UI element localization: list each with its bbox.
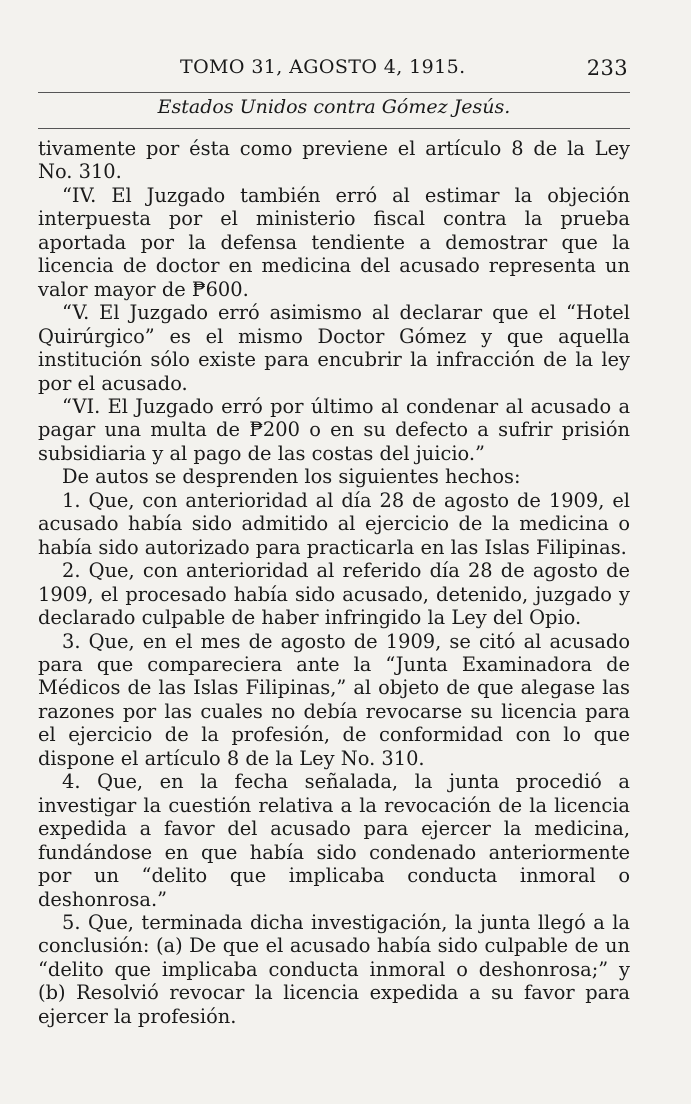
running-title: TOMO 31, AGOSTO 4, 1915. [180,56,466,78]
page-header [38,56,630,84]
header-rule-top [38,92,630,93]
paragraph: De autos se desprenden los siguientes hechos: [62,465,521,489]
page-number: 233 [586,56,628,80]
body-text [38,137,630,1028]
paragraph: 1. Que, con anterioridad al día 28 de agosto de 1909, el acusado había sido admitido al ejercicio de la medicina o había sido autorizado para practicarla en las Islas Filipinas. [38,488,630,559]
paragraph: 5. Que, terminada dicha investigación, la junta llegó a la conclusión: (a) De que el acusado había sido culpable de un “delito que implicaba conducta inmoral o deshonrosa;” y (b) Resolvió revocar la licencia expedida a su favor para ejercer la profesión. [38,910,630,1028]
paragraph: “IV. El Juzgado también erró al estimar la objeción interpuesta por el ministerio fiscal contra la prueba aportada por la defensa tendiente a demostrar que la licencia de doctor en medicina del acusado representa un valor mayor de ₱600. [38,183,630,301]
paragraph: 2. Que, con anterioridad al referido día 28 de agosto de 1909, el procesado había sido acusado, detenido, juzgado y declarado culpable de haber infringido la Ley del Opio. [38,559,630,630]
paragraph: 4. Que, en la fecha señalada, la junta procedió a investigar la cuestión relativa a la revocación de la licencia expedida a favor del acusado para ejercer la medicina, fundándose en que había sido condenado anteriormente por un “delito que implicaba conducta inmoral o deshonrosa.” [38,770,630,911]
case-title: Estados Unidos contra Gómez Jesús. [157,96,511,118]
paragraph: tivamente por ésta como previene el artículo 8 de la Ley No. 310. [38,137,630,184]
header-rule-bottom [38,128,630,129]
paragraph: “V. El Juzgado erró asimismo al declarar que el “Hotel Quirúrgico” es el mismo Doctor Gómez y que aquella institución sólo existe para encubrir la infracción de la ley por el acusado. [38,301,630,395]
paragraph: 3. Que, en el mes de agosto de 1909, se citó al acusado para que compareciera ante la “Junta Examinadora de Médicos de las Islas Filipinas,” al objeto de que alegase las razones por las cuales no debía revocarse su licencia para el ejercicio de la profesión, de conformidad con lo que dispone el artículo 8 de la Ley No. 310. [38,629,630,770]
paragraph: “VI. El Juzgado erró por último al condenar al acusado a pagar una multa de ₱200 o en su defecto a sufrir prisión subsidiaria y al pago de las costas del juicio.” [38,394,630,465]
